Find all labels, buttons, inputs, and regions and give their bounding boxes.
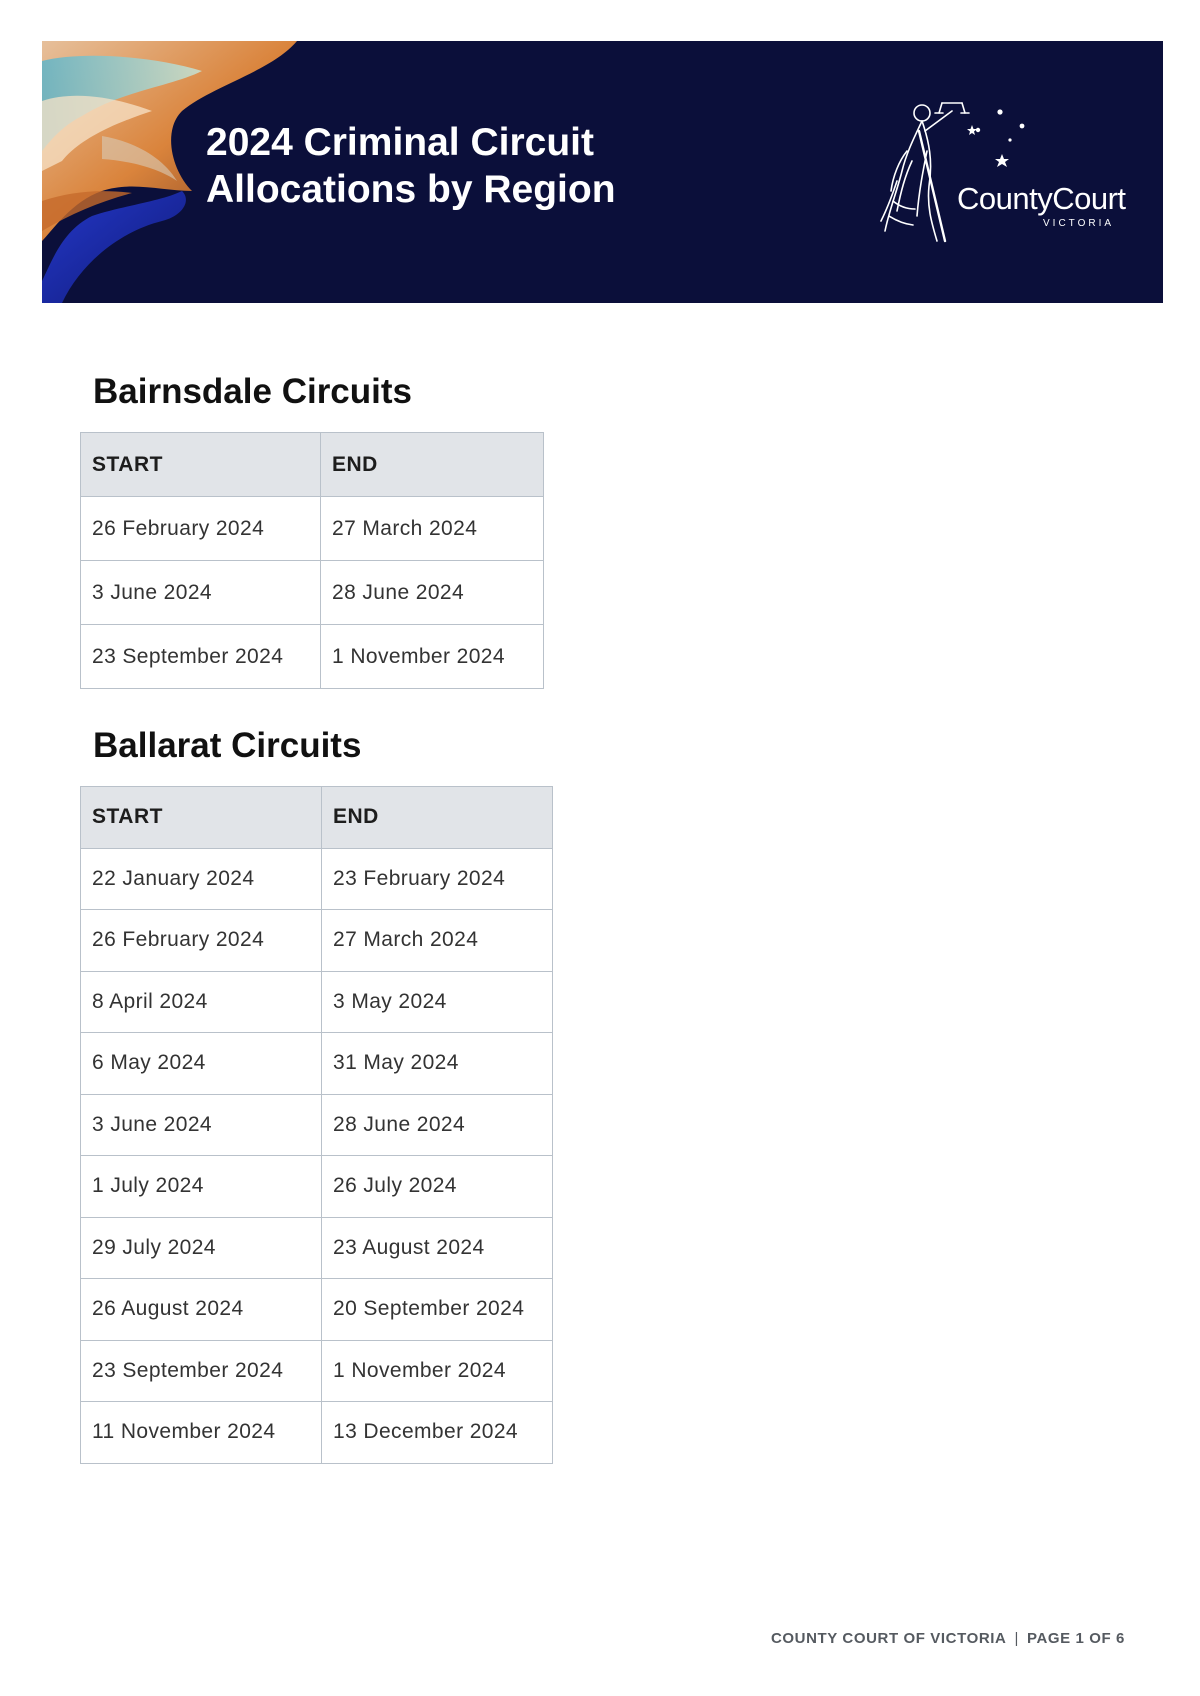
logo-wordmark: CountyCourt: [957, 181, 1126, 216]
start-date-cell: 8 April 2024: [81, 971, 322, 1033]
start-date-cell: 23 September 2024: [81, 625, 321, 689]
end-date-cell: 28 June 2024: [321, 561, 544, 625]
end-date-cell: 28 June 2024: [322, 1094, 553, 1156]
start-date-cell: 26 August 2024: [81, 1279, 322, 1341]
table-row: [81, 1094, 553, 1156]
end-date-cell: 3 May 2024: [322, 971, 553, 1033]
start-date-cell: 29 July 2024: [81, 1217, 322, 1279]
bairnsdale-table: [80, 432, 544, 689]
footer-org-name: COUNTY COURT OF VICTORIA: [770, 1630, 1007, 1647]
page-title: [206, 119, 616, 213]
end-date-cell: 27 March 2024: [322, 910, 553, 972]
end-date-cell: 26 July 2024: [322, 1156, 553, 1218]
table-row: [81, 1033, 553, 1095]
end-date-cell: 23 August 2024: [322, 1217, 553, 1279]
end-date-cell: 1 November 2024: [322, 1340, 553, 1402]
table-row: [81, 971, 553, 1033]
end-date-cell: 31 May 2024: [322, 1033, 553, 1095]
table-row: [81, 1156, 553, 1218]
table-row: [81, 910, 553, 972]
table-row: [81, 1279, 553, 1341]
table-row: [81, 497, 544, 561]
column-header-end: END: [321, 433, 544, 497]
start-date-cell: 6 May 2024: [81, 1033, 322, 1095]
page-title-line-1: 2024 Criminal Circuit: [206, 121, 594, 164]
county-court-logo: [867, 91, 1127, 261]
start-date-cell: 11 November 2024: [81, 1402, 322, 1464]
table-header-row: [81, 433, 544, 497]
table-header-row: [81, 787, 553, 849]
lady-justice-icon: [867, 91, 977, 251]
ballarat-heading: Ballarat Circuits: [93, 726, 362, 765]
page-number: PAGE 1 OF 6: [1026, 1630, 1125, 1647]
start-date-cell: 1 July 2024: [81, 1156, 322, 1218]
header-banner: [42, 41, 1163, 303]
end-date-cell: 27 March 2024: [321, 497, 544, 561]
start-date-cell: 22 January 2024: [81, 848, 322, 910]
column-header-start: START: [81, 433, 321, 497]
table-row: [81, 561, 544, 625]
end-date-cell: 1 November 2024: [321, 625, 544, 689]
start-date-cell: 26 February 2024: [81, 497, 321, 561]
start-date-cell: 23 September 2024: [81, 1340, 322, 1402]
logo-subtext: VICTORIA: [1043, 218, 1115, 229]
end-date-cell: 13 December 2024: [322, 1402, 553, 1464]
bairnsdale-heading: Bairnsdale Circuits: [93, 372, 412, 411]
table-row: [81, 1217, 553, 1279]
page-footer: [771, 1630, 1125, 1647]
column-header-start: START: [81, 787, 322, 849]
table-row: [81, 625, 544, 689]
table-row: [81, 1340, 553, 1402]
table-row: [81, 848, 553, 910]
footer-separator: |: [1014, 1630, 1019, 1647]
table-row: [81, 1402, 553, 1464]
end-date-cell: 20 September 2024: [322, 1279, 553, 1341]
ballarat-table: [80, 786, 553, 1464]
start-date-cell: 26 February 2024: [81, 910, 322, 972]
page-title-line-2: Allocations by Region: [206, 168, 616, 211]
end-date-cell: 23 February 2024: [322, 848, 553, 910]
start-date-cell: 3 June 2024: [81, 1094, 322, 1156]
column-header-end: END: [322, 787, 553, 849]
southern-cross-stars-icon: [962, 106, 1042, 176]
start-date-cell: 3 June 2024: [81, 561, 321, 625]
